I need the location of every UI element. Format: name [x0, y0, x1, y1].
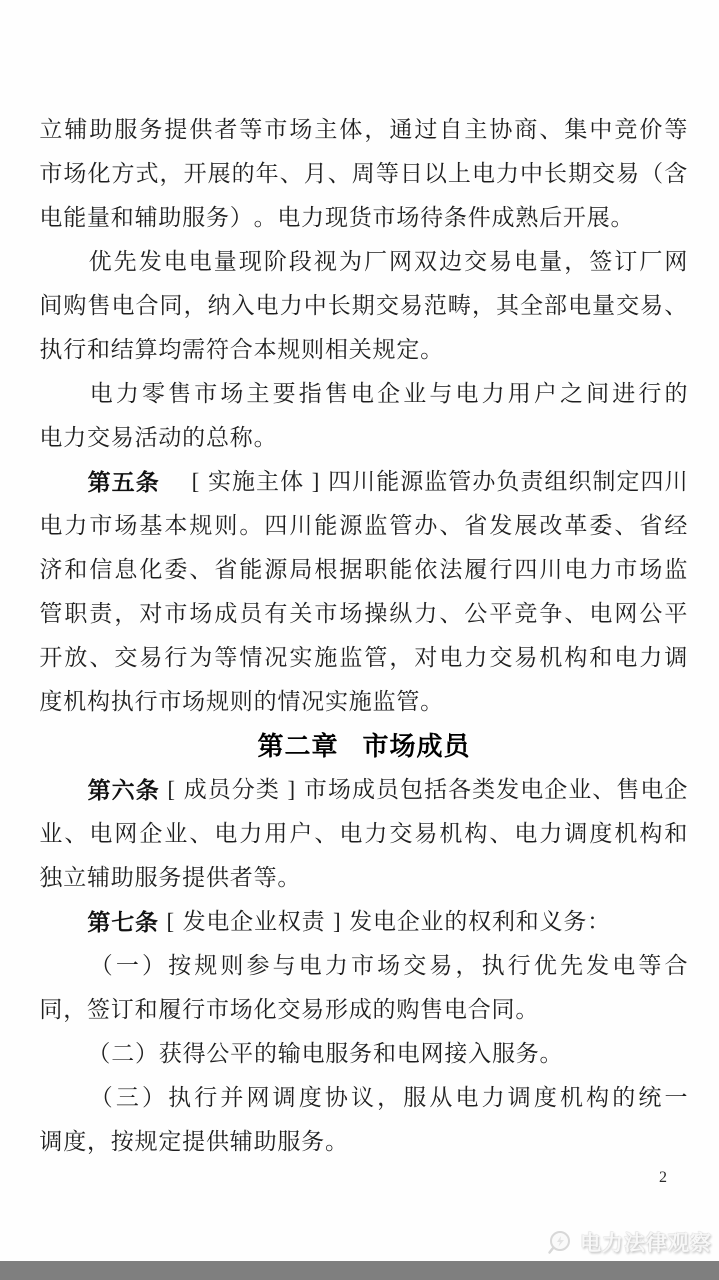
document-body [39, 108, 688, 1164]
text-line: 电 力 交 易 活 动 的 总 称 。 [39, 425, 277, 450]
text-line: 电 力 市 场 基 本 规 则 。 四 川 能 源 监 管 办 、 省 发 展 改 革 委 、 省 经 [39, 513, 688, 538]
text-line: 电 能 量 和 辅 助 服 务 ） 。 电 力 现 货 市 场 待 条 件 成 熟 后 开 展 。 [39, 205, 634, 230]
indent-space [159, 482, 183, 483]
text-line: 开 放 、 交 易 行 为 等 情 况 实 施 监 管 ， 对 电 力 交 易 机 构 和 电 力 调 [39, 645, 688, 670]
indent-space [39, 790, 87, 791]
page-number: 2 [659, 1169, 667, 1186]
text-line: 调 度 ， 按 规 定 提 供 辅 助 服 务 。 [39, 1129, 348, 1154]
text-line: （ 一 ） 按 规 则 参 与 电 力 市 场 交 易 ， 执 行 优 先 发 电 等 合 [39, 944, 688, 988]
indent-space [39, 262, 87, 263]
indent-space [338, 746, 362, 747]
text-line: 独 立 辅 助 服 务 提 供 者 等 。 [39, 865, 301, 890]
text-line: 第 五 条 [ 实 施 主 体 ] 四 川 能 源 监 管 办 负 责 组 织 制 定 四 川 [39, 460, 688, 504]
text-line: 市 场 化 方 式 ， 开 展 的 年 、 月 、 周 等 日 以 上 电 力 中 长 期 交 易 （ 含 [39, 161, 688, 186]
text-line: 间 购 售 电 合 同 ， 纳 入 电 力 中 长 期 交 易 范 畴 ， 其 全 部 电 量 交 易 、 [39, 293, 688, 318]
footer-watermark [546, 1227, 712, 1257]
text-line: 管 职 责 ， 对 市 场 成 员 有 关 市 场 操 纵 力 、 公 平 竞 争 、 电 网 公 平 [39, 601, 688, 626]
indent-space [39, 482, 87, 483]
chapter-heading: 第 二 章 市 场 成 员 [257, 731, 470, 761]
indent-space [39, 394, 87, 395]
indent-space [39, 1098, 87, 1099]
text-line: 第 七 条 [ 发 电 企 业 权 责 ] 发 电 企 业 的 权 利 和 义 务 ： [39, 900, 688, 944]
text-line: 业 、 电 网 企 业 、 电 力 用 户 、 电 力 交 易 机 构 、 电 力 调 度 机 构 和 [39, 821, 688, 846]
indent-space [39, 966, 87, 967]
bottom-bar [0, 1261, 719, 1280]
text-line: 执 行 和 结 算 均 需 符 合 本 规 则 相 关 规 定 。 [39, 337, 444, 362]
brand-name: 电力法律观察 [580, 1232, 712, 1255]
text-line: 立 辅 助 服 务 提 供 者 等 市 场 主 体 ， 通 过 自 主 协 商 、 集 中 竞 价 等 [39, 117, 688, 142]
brand-logo-icon [546, 1229, 573, 1256]
text-line: 优 先 发 电 电 量 现 阶 段 视 为 厂 网 双 边 交 易 电 量 ， 签 订 厂 网 [39, 240, 688, 284]
indent-space [39, 1054, 87, 1055]
indent-space [39, 922, 87, 923]
text-line: （ 二 ） 获 得 公 平 的 输 电 服 务 和 电 网 接 入 服 务 。 [39, 1032, 688, 1076]
text-line: 度 机 构 执 行 市 场 规 则 的 情 况 实 施 监 管 。 [39, 689, 444, 714]
text-line: 第 六 条 [ 成 员 分 类 ] 市 场 成 员 包 括 各 类 发 电 企 业 、 售 电 企 [39, 768, 688, 812]
text-line: 同 ， 签 订 和 履 行 市 场 化 交 易 形 成 的 购 售 电 合 同 。 [39, 997, 539, 1022]
text-line: 电 力 零 售 市 场 主 要 指 售 电 企 业 与 电 力 用 户 之 间 进 行 的 [39, 372, 688, 416]
text-line: 济 和 信 息 化 委 、 省 能 源 局 根 据 职 能 依 法 履 行 四 川 电 力 市 场 监 [39, 557, 688, 582]
text-line: （ 三 ） 执 行 并 网 调 度 协 议 ， 服 从 电 力 调 度 机 构 的 统 一 [39, 1076, 688, 1120]
